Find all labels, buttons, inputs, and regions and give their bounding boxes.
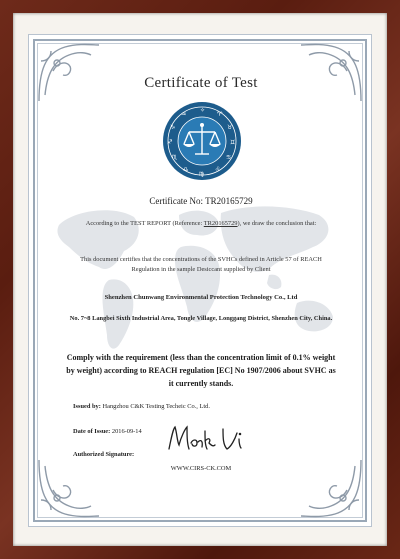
report-reference: TR20165729 [203, 220, 238, 227]
corner-ornament-bottom-left [35, 450, 105, 520]
certificate-title: Certificate of Test [144, 75, 258, 91]
client-company-name: Shenzhen Chunwang Environmental Protection Technology Co., Ltd [104, 294, 298, 301]
date-of-issue-line [73, 428, 142, 435]
authorized-signature-label: Authorized Signature: [73, 451, 135, 458]
svg-text:♐: ♐ [167, 139, 173, 146]
svg-text:♏: ♏ [172, 154, 178, 161]
scales-of-justice-seal-icon [162, 101, 242, 181]
svg-text:♊: ♊ [230, 139, 236, 146]
certificate-number: Certificate No: TR20165729 [149, 196, 253, 206]
issued-by-line [73, 403, 210, 410]
client-address: No. 7~8 Langbei Sixth Industrial Area, Tongle Village, Longgang District, Shenzhen City, China. [69, 315, 333, 322]
website-url: WWW.CIRS-CK.COM [170, 465, 232, 472]
intro-text-after: ), we draw the conclusion that: [237, 220, 317, 227]
issued-by-label: Issued by: [73, 403, 101, 410]
issued-by-value: Hangzhou C&K Testing Techeic Co., Ltd. [100, 403, 210, 410]
handwritten-signature [165, 421, 245, 455]
svg-text:♑: ♑ [170, 124, 176, 131]
svg-text:♌: ♌ [215, 166, 221, 173]
svg-text:♎: ♎ [183, 166, 189, 173]
certifies-paragraph: This document certifies that the concentrations of the SVHCs defined in Article 57 of REACH Regulation in the sample Desiccant supplied by Client [80, 256, 322, 273]
svg-text:♈: ♈ [217, 111, 223, 118]
corner-ornament-bottom-right [295, 450, 365, 520]
svg-text:♒: ♒ [181, 111, 187, 118]
svg-text:♋: ♋ [226, 154, 232, 161]
svg-text:♉: ♉ [227, 124, 233, 131]
intro-text-before: According to the TEST REPORT (Reference: [85, 220, 204, 227]
certificate-paper [28, 34, 372, 527]
date-of-issue-value: 2016-09-14 [110, 428, 142, 435]
compliance-statement: Comply with the requirement (less than the concentration limit of 0.1% weight by weight) according to REACH regulation [EC] No 1907/2006 about SVHC as it currently stands. [66, 353, 336, 388]
date-of-issue-label: Date of Issue: [73, 428, 111, 435]
svg-text:✧: ✧ [200, 107, 206, 114]
authorized-signature-line [73, 451, 134, 458]
svg-text:♍: ♍ [199, 171, 205, 178]
intro-paragraph [69, 219, 333, 229]
